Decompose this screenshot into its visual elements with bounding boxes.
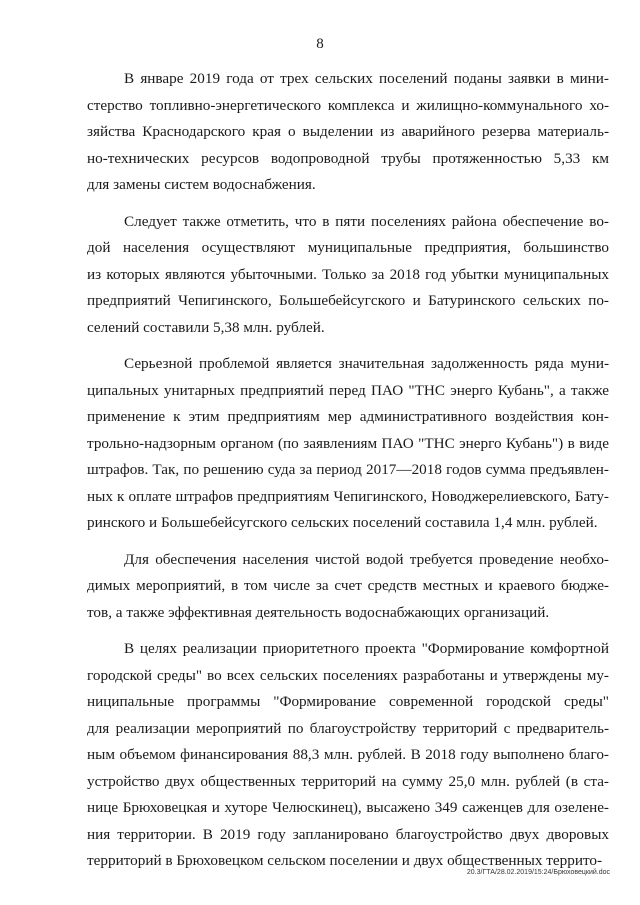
paragraph-line: ципальных унитарных предприятий перед ПАО "ТНС энерго Кубань", а также bbox=[87, 381, 609, 399]
paragraph bbox=[87, 351, 609, 537]
paragraph-line: из которых являются убыточными. Только за 2018 год убытки муниципальных bbox=[87, 265, 609, 283]
document-body bbox=[87, 66, 609, 875]
paragraph-line: Для обеспечения населения чистой водой требуется проведение необхо- bbox=[124, 550, 609, 568]
paragraph-line: применение к этим предприятиям мер административного воздействия кон- bbox=[87, 408, 609, 425]
paragraph-line: В январе 2019 года от трех сельских поселений поданы заявки в мини- bbox=[124, 70, 609, 87]
paragraph-line: предприятий Чепигинского, Большебейсугского и Батуринского сельских по- bbox=[87, 292, 609, 309]
paragraph-line: территорий в Брюховецком сельском поселении и двух общественных террито- bbox=[87, 852, 603, 869]
paragraph-line: устройство двух общественных территорий на сумму 25,0 млн. рублей (в ста- bbox=[87, 772, 609, 790]
paragraph-line: димых мероприятий, в том числе за счет средств местных и краевого бюдже- bbox=[87, 577, 609, 594]
paragraph-line: зяйства Краснодарского края о выделении из аварийного резерва материаль- bbox=[87, 123, 609, 140]
paragraph bbox=[87, 209, 609, 342]
paragraph-line: ния территории. В 2019 году запланировано благоустройство двух дворовых bbox=[87, 825, 609, 843]
paragraph-line: тов, а также эффективная деятельность водоснабжающих организаций. bbox=[87, 603, 550, 621]
footer-file-code: 20.3/ГТА/28.02.2019/15:24/Брюховецкий.doc bbox=[466, 869, 610, 876]
paragraph-line: Серьезной проблемой является значительная задолженность ряда муни- bbox=[124, 355, 609, 372]
paragraph-line: дой населения осуществляют муниципальные предприятия, большинство bbox=[87, 239, 609, 256]
paragraph bbox=[87, 547, 609, 627]
paragraph-line: трольно-надзорным органом (по заявлениям ПАО "ТНС энерго Кубань") в виде bbox=[87, 434, 609, 452]
paragraph-line: ринского и Большебейсугского сельских поселений составила 1,4 млн. рублей. bbox=[87, 514, 598, 531]
paragraph-line: селений составили 5,38 млн. рублей. bbox=[87, 318, 325, 336]
paragraph-line: городской среды" во всех сельских поселениях разработаны и утверждены му- bbox=[87, 666, 609, 684]
paragraph-line: В целях реализации приоритетного проекта "Формирование комфортной bbox=[124, 640, 609, 657]
page-number: 8 bbox=[316, 36, 324, 52]
paragraph-line: для замены систем водоснабжения. bbox=[87, 176, 316, 193]
paragraph-line: ным объемом финансирования 88,3 млн. рублей. В 2018 году выполнено благо- bbox=[87, 746, 609, 763]
paragraph-line: стерство топливно-энергетического комплекса и жилищно-коммунального хо- bbox=[87, 96, 609, 114]
paragraph bbox=[87, 636, 609, 875]
paragraph-line: но-технических ресурсов водопроводной трубы протяженностью 5,33 км bbox=[87, 149, 609, 167]
paragraph-line: для реализации мероприятий по благоустройству территорий с предваритель- bbox=[87, 719, 609, 737]
paragraph-line: ниципальные программы "Формирование современной городской среды" bbox=[87, 693, 609, 710]
paragraph-line: Следует также отметить, что в пяти поселениях района обеспечение во- bbox=[124, 212, 609, 230]
paragraph-line: ных к оплате штрафов предприятиям Чепигинского, Новоджерелиевского, Бату- bbox=[87, 487, 609, 505]
paragraph bbox=[87, 66, 609, 199]
paragraph-line: штрафов. Так, по решению суда за период 2017—2018 годов сумма предъявлен- bbox=[87, 461, 609, 478]
paragraph-line: нице Брюховецкая и хуторе Челюскинец), высажено 349 саженцев для озелене- bbox=[87, 799, 609, 816]
